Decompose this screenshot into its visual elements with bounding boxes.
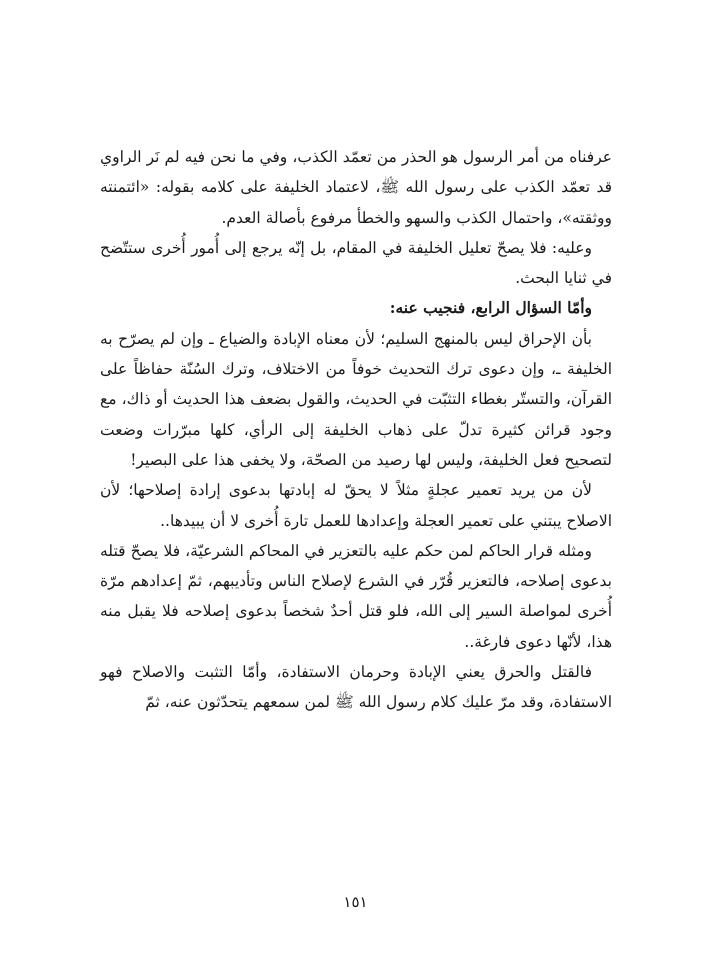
page-number: ١٥١ [343, 893, 368, 911]
body-text [100, 142, 612, 718]
paragraph-5: ومثله قرار الحاكم لمن حكم عليه بالتعزير في المحاكم الشرعيّة، فلا يصحّ قتله بدعوى إصلاحه، فالتعزير قُرّر في الشرع لإصلاح الناس وتأديبهم، ثمّ إعدادهم مرّة أُخرى لمواصلة السير إلى الله، فلو قتل أحدٌ شخصاً بدعوى إصلاحه فلا يقبل منه هذا، لأنّها دعوى فارغة.. [100, 541, 612, 651]
paragraph-3: بأن الإحراق ليس بالمنهج السليم؛ لأن معناه الإبادة والضياع ـ وإن لم يصرّح به الخليفة ـ، وإن دعوى ترك التحديث خوفاً من الاختلاف، وترك السُنّة حفاظاً على القرآن، والتستّر بغطاء التثبّت في الحديث، والقول بضعف هذا الحديث أو ذاك، مع وجود قرائن كثيرة تدلّ على ذهاب الخليفة إلى الرأي، كلها مبرّرات وضعت لتصحيح فعل الخليفة، وليس لها رصيد من الصحّة، ولا يخفى هذا على البصير! [100, 329, 612, 469]
paragraph-1: عرفناه من أمر الرسول هو الحذر من تعمّد الكذب، وفي ما نحن فيه لم نَر الراوي قد تعمّد الكذب على رسول الله ﷺ، لاعتماد الخليفة على كلامه بقوله: «ائتمنته ووثقته»، واحتمال الكذب والسهو والخطأ مرفوع بأصالة العدم. [100, 148, 612, 227]
paragraph-6: فالقتل والحرق يعني الإبادة وحرمان الاستفادة، وأمّا التثبت والاصلاح فهو الاستفادة، وقد مرّ عليك كلام رسول الله ﷺ لمن سمعهم يتحدّثون عنه، ثمّ [100, 663, 612, 712]
paragraph-2: وعليه: فلا يصحّ تعليل الخليفة في المقام، بل إنّه يرجع إلى أُمور أُخرى ستتّضح في ثنايا البحث. [100, 238, 612, 288]
paragraph-4: لأن من يريد تعمير عجلةٍ مثلاً لا يحقّ له إبادتها بدعوى إرادة إصلاحها؛ لأن الاصلاح يبتني على تعمير العجلة وإعدادها للعمل تارة أُخرى لا أن يبيدها.. [100, 481, 612, 530]
section-heading: وأمّا السؤال الرابع، فنجيب عنه: [389, 298, 592, 318]
